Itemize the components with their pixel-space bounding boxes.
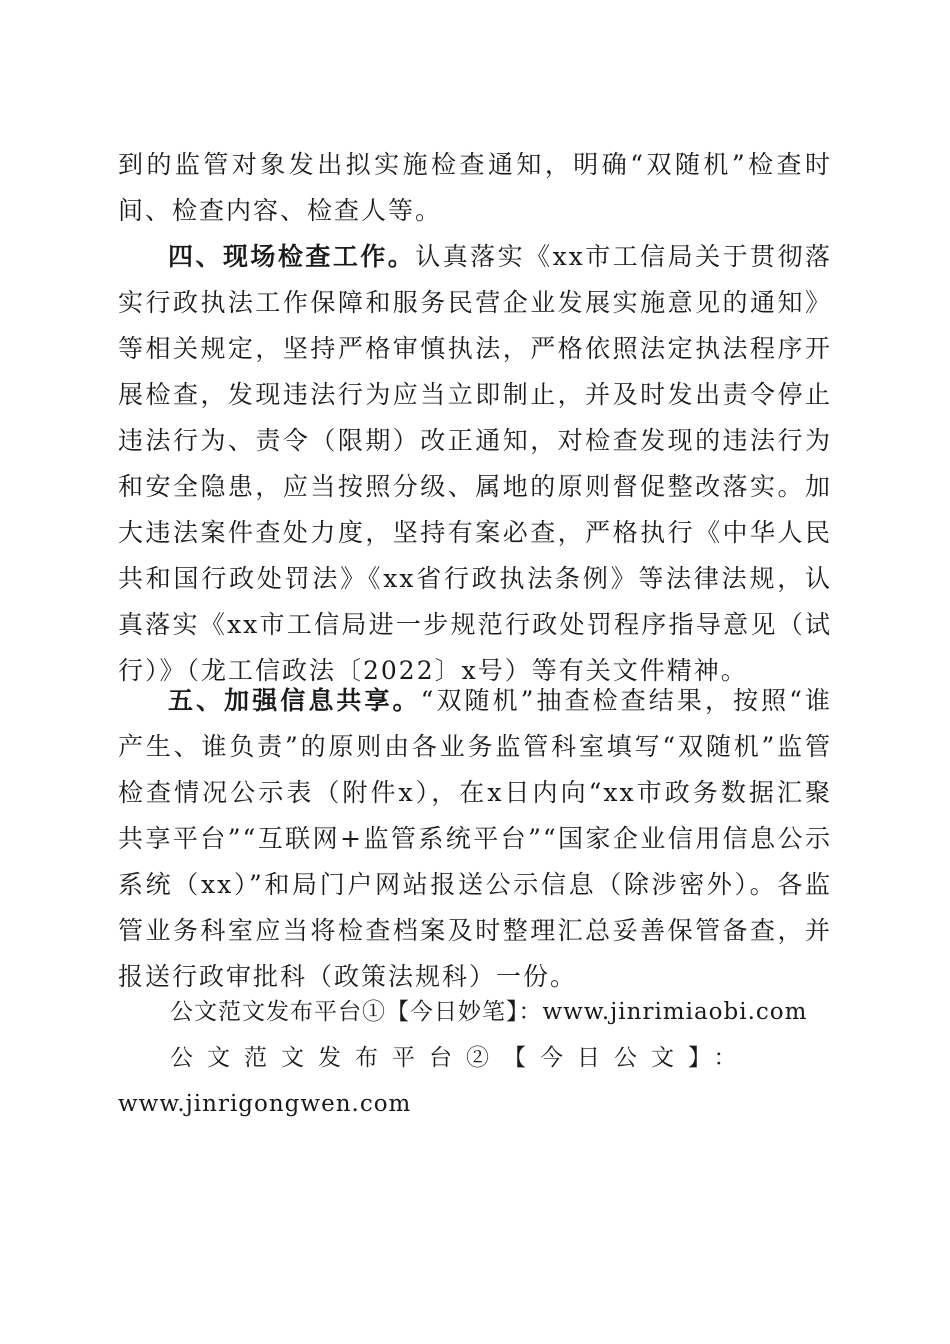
footer-platform-two: 公文范文发布平台②【今日公文】： bbox=[170, 1045, 751, 1071]
section-four bbox=[118, 234, 832, 694]
footer-platform-two-url: www.jinrigongwen.com bbox=[118, 1091, 412, 1117]
footer-platform-one: 公文范文发布平台①【今日妙笔】：www.jinrimiaobi.com bbox=[170, 999, 808, 1025]
section-five-heading: 五、加强信息共享。 bbox=[168, 686, 421, 715]
paragraph-continued: 到的监管对象发出拟实施检查通知，明确“双随机”检查时间、检查内容、检查人等。 bbox=[118, 150, 832, 225]
section-four-heading: 四、现场检查工作。 bbox=[168, 242, 416, 271]
section-five-body: “双随机”抽查检查结果，按照“谁产生、谁负责”的原则由各业务监管科室填写“双随机”监管检查情况公示表（附件x），在x日内向“xx市政务数据汇聚共享平台”“互联网+监管系统平台”“国家企业信用信息公示系统（xx）”和局门户网站报送公示信息（除涉密外）。各监管业务科室应当将检查档案及时整理汇总妥善保管备查，并报送行政审批科（政策法规科）一份。 bbox=[118, 686, 832, 991]
section-four-body: 认真落实《xx市工信局关于贯彻落实行政执法工作保障和服务民营企业发展实施意见的通知》等相关规定，坚持严格审慎执法，严格依照法定执法程序开展检查，发现违法行为应当立即制止，并及时发出责令停止违法行为、责令（限期）改正通知，对检查发现的违法行为和安全隐患，应当按照分级、属地的原则督促整改落实。加大违法案件查处力度，坚持有案必查，严格执行《中华人民共和国行政处罚法》《xx省行政执法条例》等法律法规，认真落实《xx市工信局进一步规范行政处罚程序指导意见（试行）》（龙工信政法〔2022〕x号）等有关文件精神。 bbox=[118, 242, 832, 685]
section-five bbox=[118, 678, 832, 1000]
